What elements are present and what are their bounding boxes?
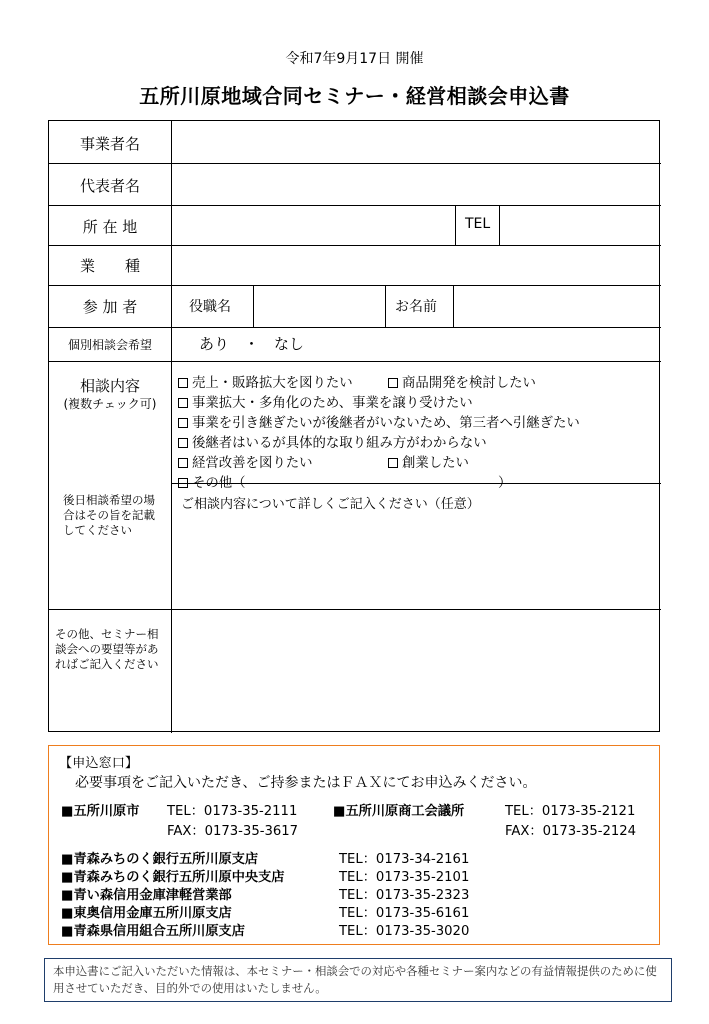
city-tel: TEL：0173-35-2111 bbox=[167, 804, 298, 819]
chamber-tel: TEL：0173-35-2121 bbox=[505, 804, 636, 819]
chamber-name: ■五所川原商工会議所 bbox=[333, 804, 465, 819]
page-title: 五所川原地域合同セミナー・経営相談会申込書 bbox=[139, 84, 570, 108]
participant-label: 参 加 者 bbox=[82, 298, 138, 316]
checkbox[interactable] bbox=[178, 458, 188, 468]
row-divider bbox=[49, 285, 661, 286]
consult-content-label: 相談内容 bbox=[79, 377, 140, 395]
row-divider bbox=[49, 361, 661, 362]
option-product-dev[interactable]: 商品開発を検討したい bbox=[388, 372, 536, 391]
chamber-fax: FAX：0173-35-2124 bbox=[505, 824, 637, 839]
event-date: 令和7年9月17日 開催 bbox=[285, 51, 424, 67]
consult-content-sub: (複数チェック可) bbox=[63, 397, 157, 411]
other-request-note: その他、セミナー相談会への要望等があればご記入ください bbox=[55, 627, 159, 671]
checkbox[interactable] bbox=[178, 418, 188, 428]
row-divider bbox=[49, 327, 661, 328]
participant-divider bbox=[385, 285, 386, 327]
tel-label: TEL bbox=[465, 216, 491, 232]
tel-divider bbox=[455, 205, 456, 245]
position-label: 役職名 bbox=[189, 299, 231, 315]
bank-tel: TEL：0173-35-3020 bbox=[339, 924, 470, 939]
bank-name: ■青森みちのく銀行五所川原支店 bbox=[61, 852, 259, 867]
representative-label: 代表者名 bbox=[79, 177, 140, 195]
privacy-note-box bbox=[44, 958, 672, 1002]
participant-divider bbox=[253, 285, 254, 327]
participant-divider bbox=[453, 285, 454, 327]
bank-tel: TEL：0173-35-2323 bbox=[339, 888, 470, 903]
option-other-close: ） bbox=[498, 476, 512, 491]
privacy-note: 本申込書にご記入いただいた情報は、本セミナー・相談会での対応や各種セミナー案内などの有益情報提供のために使用させていただき、目的外での使用はいたしません。 bbox=[53, 964, 657, 995]
industry-label: 業 種 bbox=[79, 257, 140, 275]
checkbox[interactable] bbox=[388, 458, 398, 468]
row-divider bbox=[49, 205, 661, 206]
bank-tel: TEL：0173-35-6161 bbox=[339, 906, 470, 921]
checkbox[interactable] bbox=[178, 438, 188, 448]
row-divider bbox=[49, 163, 661, 164]
option-successor-none[interactable]: 事業を引き継ぎたいが後継者がいないため、第三者へ引継ぎたい bbox=[178, 412, 580, 431]
business-name-label: 事業者名 bbox=[79, 135, 140, 153]
bank-name: ■青い森信用金庫津軽営業部 bbox=[61, 888, 232, 903]
bank-name: ■青森県信用組合五所川原支店 bbox=[61, 924, 245, 939]
option-startup[interactable]: 創業したい bbox=[388, 452, 469, 471]
later-consult-note: 後日相談希望の場合はその旨を記載してください bbox=[63, 493, 155, 537]
bank-tel: TEL：0173-34-2161 bbox=[339, 852, 470, 867]
option-sales[interactable]: 売上・販路拡大を図りたい bbox=[178, 372, 353, 391]
city-name: ■五所川原市 bbox=[61, 804, 140, 819]
row-divider bbox=[49, 609, 661, 610]
address-label: 所 在 地 bbox=[82, 218, 138, 236]
application-window-box bbox=[48, 745, 660, 945]
option-transfer[interactable]: 事業拡大・多角化のため、事業を譲り受けたい bbox=[178, 392, 473, 411]
checkbox[interactable] bbox=[178, 398, 188, 408]
bank-name: ■青森みちのく銀行五所川原中央支店 bbox=[61, 870, 285, 885]
checkbox[interactable] bbox=[178, 378, 188, 388]
name-label: お名前 bbox=[395, 299, 437, 315]
option-improve[interactable]: 経営改善を図りたい bbox=[178, 452, 313, 471]
row-divider bbox=[49, 245, 661, 246]
option-successor-unsure[interactable]: 後継者はいるが具体的な取り組み方がわからない bbox=[178, 432, 487, 451]
checkbox[interactable] bbox=[178, 478, 188, 488]
individual-consult-options[interactable]: あり ・ なし bbox=[199, 335, 305, 353]
tel-divider bbox=[499, 205, 500, 245]
label-column-divider bbox=[171, 121, 172, 733]
detail-prompt: ご相談内容について詳しくご記入ください（任意） bbox=[181, 497, 480, 512]
city-fax: FAX：0173-35-3617 bbox=[167, 824, 299, 839]
contact-heading: 【申込窓口】 bbox=[59, 756, 139, 771]
contact-instruction: 必要事項をご記入いただき、ご持参またはＦＡＸにてお申込みください。 bbox=[75, 775, 537, 791]
bank-name: ■東奥信用金庫五所川原支店 bbox=[61, 906, 232, 921]
option-other[interactable]: その他（ bbox=[178, 472, 246, 491]
checkbox[interactable] bbox=[388, 378, 398, 388]
individual-consult-label: 個別相談会希望 bbox=[67, 338, 152, 352]
bank-tel: TEL：0173-35-2101 bbox=[339, 870, 470, 885]
